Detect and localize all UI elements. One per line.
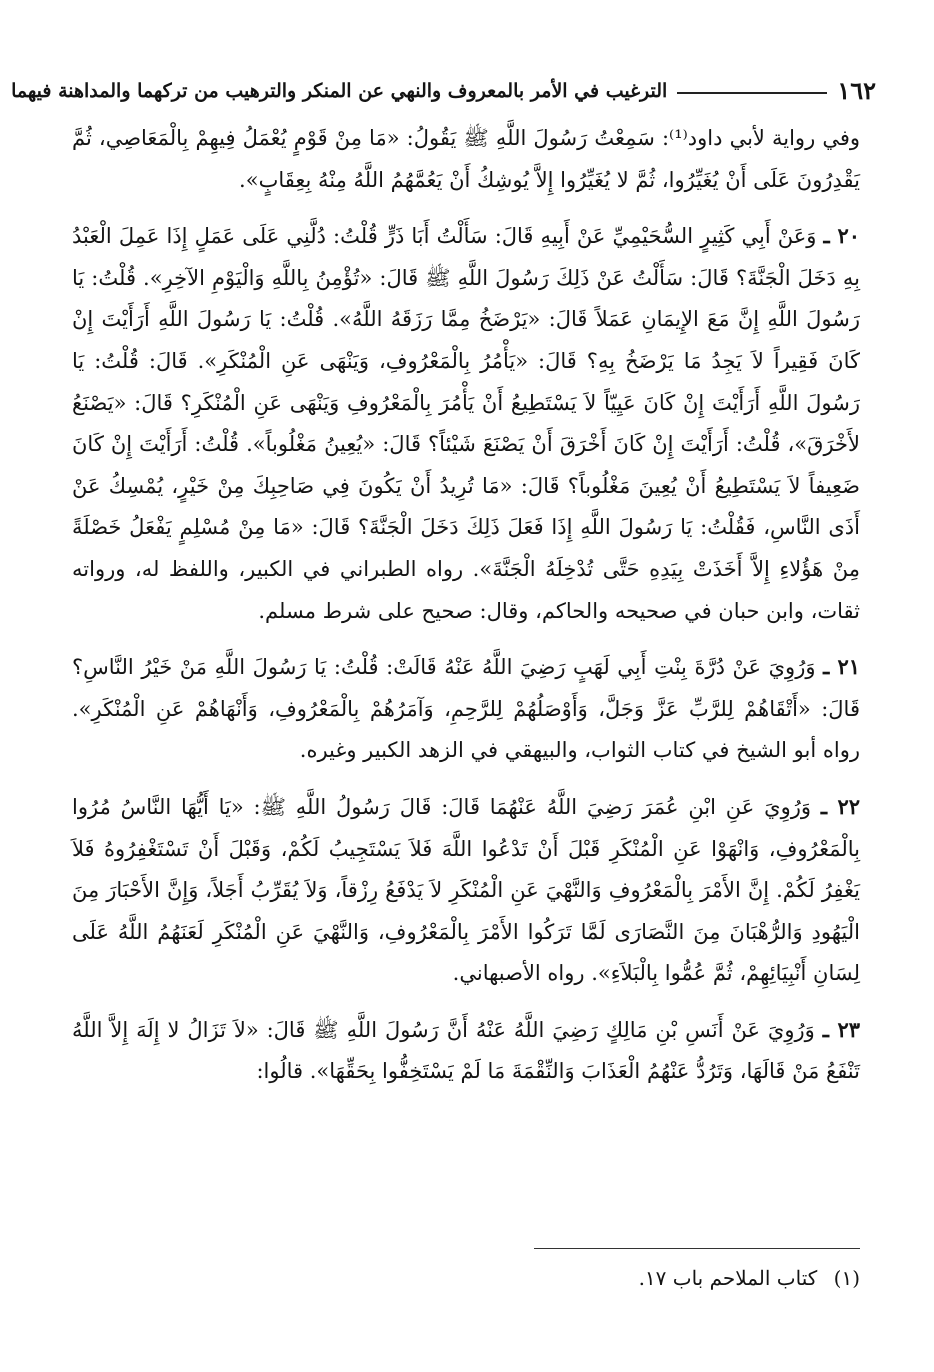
footnote-rule — [534, 1248, 860, 1249]
hadith-text: وَرُوِيَ عَنِ ابْنِ عُمَرَ رَضِيَ اللَّهُ عَنْهُمَا قَالَ: قَالَ رَسُولُ اللَّهِ ﷺ: «يَا أَيُّهَا النَّاسُ مُرُوا بِالْمَعْرُوفِ، وَانْهَوْا عَنِ الْمُنْكَرِ قَبْلَ أَنْ تَدْعُوا اللَّهَ فَلاَ يَسْتَجِيبُ لَكُمْ، وَقَبْلَ أَنْ تَسْتَغْفِرُوهُ فَلاَ يَغْفِرُ لَكُمْ. إِنَّ الأَمْرَ بِالْمَعْرُوفِ وَالنَّهْيَ عَنِ الْمُنْكَرِ لاَ يَدْفَعُ رِزْقاً، وَلاَ يُقَرِّبُ أَجَلاً، وَإِنَّ الأَحْبَارَ مِنَ الْيَهُودِ وَالرُّهْبَانَ مِنَ النَّصَارَى لَمَّا تَرَكُوا الأَمْرَ بِالْمَعْرُوفِ، وَالنَّهْيَ عَنِ الْمُنْكَرِ لَعَنَهُمُ اللَّهُ عَلَى لِسَانِ أَنْبِيَائِهِمْ، ثُمَّ عُمُّوا بِالْبَلاَءِ». رواه الأصبهاني. — [72, 794, 860, 986]
hadith-number: ٢٠ ـ — [823, 223, 860, 249]
hadith-number: ٢١ ـ — [823, 654, 860, 680]
running-title: الترغيب في الأمر بالمعروف والنهي عن المنكر والترهيب من تركهما والمداهنة فيهما — [11, 80, 668, 102]
page-number: ١٦٢ — [837, 76, 876, 105]
hadith-text: وَعَنْ أَبِي كَثِيرٍ السُّحَيْمِيِّ عَنْ أَبِيهِ قَالَ: سَأَلْتُ أَبَا ذَرٍّ قُلْتُ: دُلَّنِي عَلَى عَمَلٍ إِذَا عَمِلَ الْعَبْدُ بِهِ دَخَلَ الْجَنَّةَ؟ قَالَ: سَأَلْتُ عَنْ ذَلِكَ رَسُولَ اللَّهِ ﷺ قَالَ: «تُؤْمِنُ بِاللَّهِ وَالْيَوْمِ الآخِرِ». قُلْتُ: يَا رَسُولَ اللَّهِ إِنَّ مَعَ الإِيمَانِ عَمَلاً قَالَ: «يَرْضَخُ مِمَّا رَزَقَهُ اللَّهُ». قُلْتُ: يَا رَسُولَ اللَّهِ أَرَأَيْتَ إِنْ كَانَ فَقِيراً لاَ يَجِدُ مَا يَرْضَخُ بِهِ؟ قَالَ: «يَأْمُرُ بِالْمَعْرُوفِ، وَيَنْهَى عَنِ الْمُنْكَرِ». قَالَ: قُلْتُ: يَا رَسُولَ اللَّهِ أَرَأَيْتَ إِنْ كَانَ عَيِيّاً لاَ يَسْتَطِيعُ أَنْ يَأْمُرَ بِالْمَعْرُوفِ وَيَنْهَى عَنِ الْمُنْكَرِ؟ قَالَ: «يَصْنَعُ لأَخْرَقَ»، قُلْتُ: أَرَأَيْتَ إِنْ كَانَ أَخْرَقَ أَنْ يَصْنَعَ شَيْئاً؟ قَالَ: «يُعِينُ مَغْلُوباً». قُلْتُ: أَرَأَيْتَ إِنْ كَانَ ضَعِيفاً لاَ يَسْتَطِيعُ أَنْ يُعِينَ مَغْلُوباً؟ قَالَ: «مَا تُرِيدُ أَنْ يَكُونَ فِي صَاحِبِكَ مِنْ خَيْرٍ، يُمْسِكُ عَنْ أَذَى النَّاسِ، فَقُلْتُ: يَا رَسُولَ اللَّهِ إِذَا فَعَلَ ذَلِكَ دَخَلَ الْجَنَّةَ؟ قَالَ: «مَا مِنْ مُسْلِمٍ يَفْعَلُ خَصْلَةً مِنْ هَؤُلاءِ إِلاَّ أَخَذَتْ بِيَدِهِ حَتَّى تُدْخِلَهُ الْجَنَّةَ». رواه الطبراني في الكبير، واللفظ له، ورواته ثقات، وابن حبان في صحيحه والحاكم، وقال: صحيح على شرط مسلم. — [72, 224, 860, 623]
hadith-22 — [72, 786, 860, 995]
hadith-number: ٢٣ ـ — [822, 1016, 860, 1042]
header-rule — [677, 78, 827, 94]
hadith-number: ٢٢ ـ — [820, 793, 860, 819]
hadith-20 — [72, 215, 860, 632]
hadith-21 — [72, 646, 860, 772]
page-header — [11, 76, 876, 108]
footnote — [72, 1264, 860, 1292]
page-body — [72, 118, 860, 1107]
hadith-text: وَرُوِيَ عَنْ أَنَسِ بْنِ مَالِكٍ رَضِيَ اللَّهُ عَنْهُ أَنَّ رَسُولَ اللَّهِ ﷺ قَالَ: «لاَ تَزَالُ لا إِلَهَ إِلاَّ اللَّهُ تَنْفَعُ مَنْ قَالَهَا، وَتَرُدُّ عَنْهُمُ الْعَذَابَ وَالنِّقْمَةَ مَا لَمْ يَسْتَخِفُّوا بِحَقِّهَا». قالُوا: — [72, 1017, 860, 1084]
hadith-23 — [72, 1009, 860, 1093]
paragraph-text: وفي رواية لأبي داود⁽¹⁾: سَمِعْتُ رَسُولَ اللَّهِ ﷺ يَقُولُ: «مَا مِنْ قَوْمٍ يُعْمَلُ فِيهِمْ بِالْمَعَاصِي، ثُمَّ يَقْدِرُونَ عَلَى أَنْ يُغَيِّرُوا، ثُمَّ لا يُغَيِّرُوا إِلاَّ يُوشِكُ أَنْ يَعُمَّهُمُ اللَّهُ مِنْهُ بِعِقَابٍ». — [72, 126, 861, 192]
paragraph-abu-dawud — [72, 118, 860, 201]
hadith-text: وَرُوِيَ عَنْ دُرَّةَ بِنْتِ أَبِي لَهَبٍ رَضِيَ اللَّهُ عَنْهُ قَالَتْ: قُلْتُ: يَا رَسُولَ اللَّهِ مَنْ خَيْرُ النَّاسِ؟ قَالَ: «أَتْقَاهُمْ لِلرَّبِّ عَزَّ وَجَلَّ، وَأَوْصَلُهُمْ لِلرَّحِمِ، وَآمَرُهُمْ بِالْمَعْرُوفِ، وَأَنْهَاهُمْ عَنِ الْمُنْكَرِ». رواه أبو الشيخ في كتاب الثواب، والبيهقي في الزهد الكبير وغيره. — [72, 655, 860, 763]
footnote-text: كتاب الملاحم باب ١٧. — [638, 1266, 818, 1290]
footnote-number: (١) — [833, 1266, 860, 1290]
